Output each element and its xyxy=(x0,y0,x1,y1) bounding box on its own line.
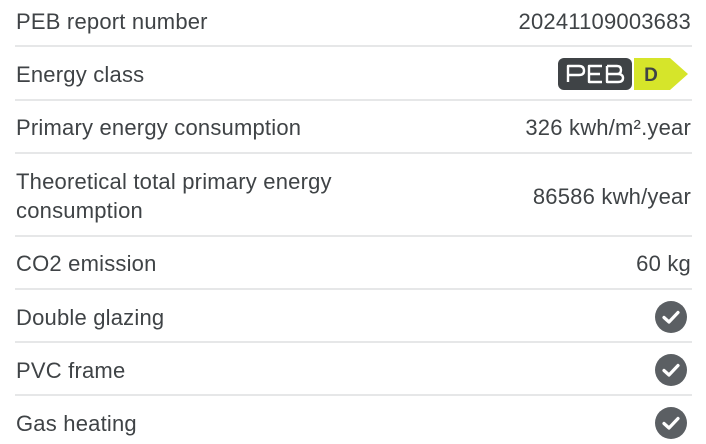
peb-d-badge-icon xyxy=(558,58,688,90)
check-circle-icon xyxy=(655,301,687,333)
row-divider xyxy=(15,152,692,154)
co2-emission-label: CO2 emission xyxy=(16,251,157,276)
pvc-frame-label: PVC frame xyxy=(16,358,126,383)
peb-report-number-label: PEB report number xyxy=(16,9,208,34)
energy-class-badge xyxy=(558,58,688,90)
primary-energy-label: Primary energy consumption xyxy=(16,115,302,140)
energy-class-label: Energy class xyxy=(16,62,145,87)
row-divider xyxy=(15,99,692,101)
gas-heating-label: Gas heating xyxy=(16,411,137,436)
svg-text:D: D xyxy=(644,65,658,86)
primary-energy-value: 326 kwh/m².year xyxy=(525,115,691,140)
peb-report-number-value: 20241109003683 xyxy=(518,9,691,34)
theoretical-energy-value: 86586 kwh/year xyxy=(532,184,691,209)
row-divider xyxy=(15,341,692,343)
check-circle-icon xyxy=(655,354,687,386)
co2-emission-value: 60 kg xyxy=(636,251,691,276)
check-circle-icon xyxy=(655,407,687,439)
row-divider xyxy=(15,45,692,47)
row-divider xyxy=(15,235,692,237)
row-divider xyxy=(15,288,692,290)
theoretical-energy-label: Theoretical total primary energy consumption xyxy=(16,169,332,223)
double-glazing-label: Double glazing xyxy=(16,305,165,330)
row-divider xyxy=(15,394,692,396)
